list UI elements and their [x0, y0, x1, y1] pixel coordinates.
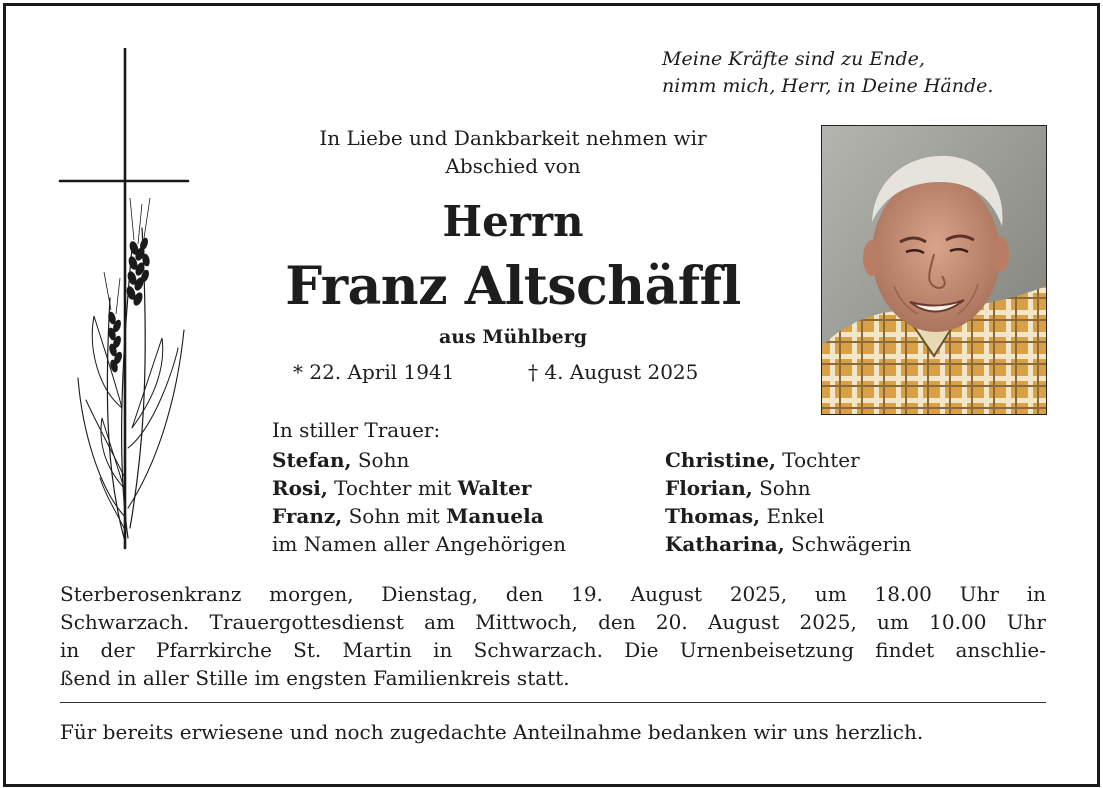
intro-line-1: In Liebe und Dankbarkeit nehmen wir [319, 126, 707, 150]
divider [60, 702, 1046, 703]
deceased-name: Franz Altschäffl [285, 256, 741, 317]
mourner-row [272, 474, 566, 502]
quote-line-1: Meine Kräfte sind zu Ende, [662, 48, 925, 70]
intro-line-2: Abschied von [445, 154, 581, 178]
mourner-relation: Sohn mit [348, 504, 440, 528]
mourner-relation: Sohn [357, 448, 410, 472]
mourner-row [665, 530, 911, 558]
mourner-partner-name: Walter [457, 476, 532, 500]
service-line: ßend in aller Stille im engsten Familienkreis statt. [60, 666, 570, 690]
birth-date: * 22. April 1941 [293, 360, 455, 384]
mourners-right-column [665, 446, 911, 558]
service-announcement [60, 580, 1046, 692]
mourner-name: Katharina, [665, 532, 785, 556]
mourner-name: Christine, [665, 448, 776, 472]
quote-line-2: nimm mich, Herr, in Deine Hände. [662, 75, 994, 97]
cross-wheat-icon [58, 48, 198, 558]
mourner-row [665, 474, 911, 502]
mourner-row [272, 446, 566, 474]
mourner-partner-name: Manuela [446, 504, 544, 528]
honorific: Herrn [442, 197, 584, 246]
portrait-photo [821, 125, 1047, 415]
obituary-card [3, 3, 1100, 787]
mourner-name: Florian, [665, 476, 753, 500]
mourner-row [272, 530, 566, 558]
mourner-name: Franz, [272, 504, 343, 528]
quote [662, 46, 1062, 100]
service-line: Schwarzach. Trauergottesdienst am Mittwoch, den 20. August 2025, um 10.00 Uhr [60, 610, 1046, 634]
mourner-relation: Schwägerin [791, 532, 912, 556]
mourner-relation: Sohn [759, 476, 811, 500]
mourner-row [272, 502, 566, 530]
mourner-name: Rosi, [272, 476, 328, 500]
death-date: † 4. August 2025 [528, 360, 699, 384]
service-line: in der Pfarrkirche St. Martin in Schwarzach. Die Urnenbeisetzung findet anschlie- [60, 638, 1046, 662]
mourning-heading: In stiller Trauer: [272, 418, 441, 442]
mourner-row [665, 502, 911, 530]
mourner-name: Thomas, [665, 504, 761, 528]
thanks-text: Für bereits erwiesene und noch zugedachte Anteilnahme bedanken wir uns herzlich. [60, 720, 924, 744]
mourner-row [665, 446, 911, 474]
mourner-relation: Tochter [782, 448, 860, 472]
service-line: Sterberosenkranz morgen, Dienstag, den 19. August 2025, um 18.00 Uhr in [60, 582, 1046, 606]
mourners-left-column [272, 446, 566, 558]
mourner-name: Stefan, [272, 448, 352, 472]
intro-text [246, 124, 780, 180]
origin: aus Mühlberg [439, 326, 587, 348]
mourner-relation: Tochter mit [334, 476, 452, 500]
mourner-relation: Enkel [766, 504, 825, 528]
mourner-relation: im Namen aller Angehörigen [272, 532, 567, 556]
